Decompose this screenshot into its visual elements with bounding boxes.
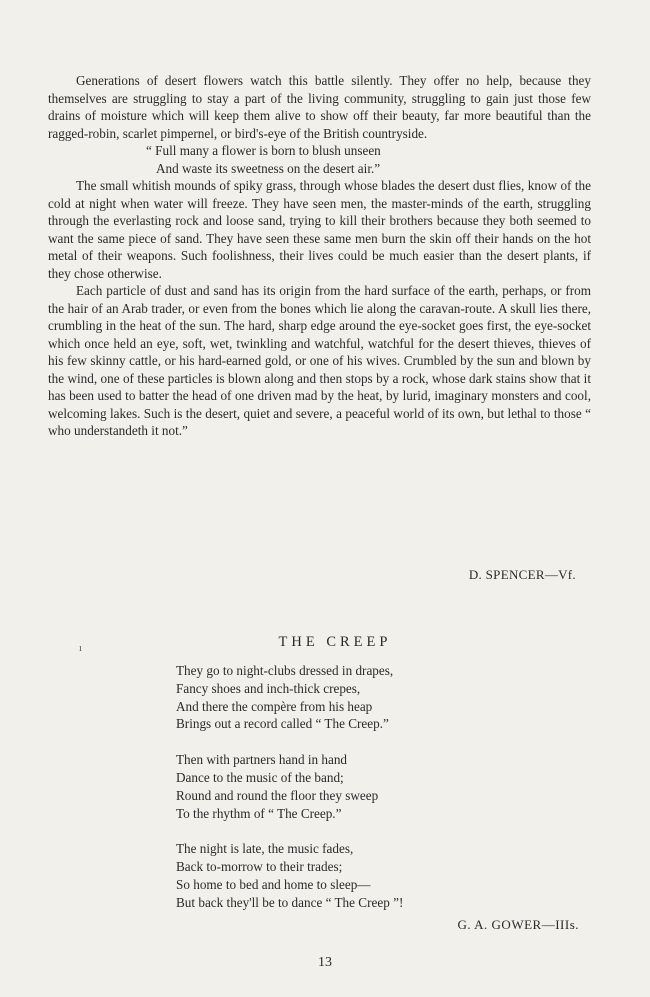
poem-line: Fancy shoes and inch-thick crepes, xyxy=(176,680,361,696)
poem-title: THE CREEP xyxy=(278,634,392,650)
poem-stanza-3 xyxy=(176,840,403,911)
poetry-quote-line-2: And waste its sweetness on the desert air.” xyxy=(156,160,381,176)
page-number: 13 xyxy=(318,955,332,970)
poem-line: So home to bed and home to sleep— xyxy=(176,876,371,892)
poem-line: Brings out a record called “ The Creep.” xyxy=(176,716,389,732)
poetry-quote-line-1: “ Full many a flower is born to blush unseen xyxy=(146,143,381,158)
poem-signature: G. A. GOWER—IIIs. xyxy=(457,917,579,932)
poem-stanza-1 xyxy=(176,662,403,733)
poem-line: Round and round the floor they sweep xyxy=(176,787,379,803)
poem-line: Dance to the music of the band; xyxy=(176,769,344,785)
essay-paragraph-1: Generations of desert flowers watch this battle silently. They offer no help, because they themselves are struggling to stay a part of the living community, struggling to gain just those few drains of moisture which will keep them alive to show off their beauty, far more beautiful than the ragged-robin, scarlet pimpernel, or bird's-eye of the British countryside. xyxy=(48,73,591,141)
essay-paragraph-3: Each particle of dust and sand has its origin from the hard surface of the earth, perhaps, or from the hair of an Arab trader, or even from the bones which lie along the caravan-route. A skull lies there, crumbling in the heat of the sun. The hard, sharp edge around the eye-socket goes first, the eye-socket which once held an eye, soft, wet, twinkling and watchful, watchful for the desert thieves, thieves of his few skinny cattle, or his hard-earned gold, or one of his wives. Crumbled by the sun and blown by the wind, one of these particles is blown along and then stops by a rock, whose dark stains show that it has been used to batter the head of one driven mad by the heat, by lurid, imaginary monsters and cool, welcoming lakes. Such is the desert, quiet and severe, a peaceful world of its own, but lethal to those “ who understandeth it not.” xyxy=(48,283,591,438)
poem-stanza-2 xyxy=(176,751,403,822)
poem-line: They go to night-clubs dressed in drapes, xyxy=(176,663,394,678)
poem-line: To the rhythm of “ The Creep.” xyxy=(176,805,342,821)
poem-line: Back to-morrow to their trades; xyxy=(176,859,343,875)
essay-signature: D. SPENCER—Vf. xyxy=(468,567,576,582)
poem-line: Then with partners hand in hand xyxy=(176,752,348,768)
poem-line: But back they'll be to dance “ The Creep ”! xyxy=(176,894,404,910)
poem-body xyxy=(176,662,403,930)
margin-mark: ı xyxy=(79,643,82,654)
poem-line: And there the compère from his heap xyxy=(176,698,373,714)
essay-paragraph-2: The small whitish mounds of spiky grass, through whose blades the desert dust flies, know of the cold at night when water will freeze. They have seen men, the master-minds of the earth, struggling through the everlasting rock and loose sand, trying to kill their brothers because they both seemed to want the same piece of sand. They have seen these same men burn the skin off their hands on the hot metal of their weapons. Such foolishness, their lives could be much easier than the desert plants, if they chose otherwise. xyxy=(48,178,591,281)
poem-line: The night is late, the music fades, xyxy=(176,841,354,857)
essay-body xyxy=(48,72,591,440)
